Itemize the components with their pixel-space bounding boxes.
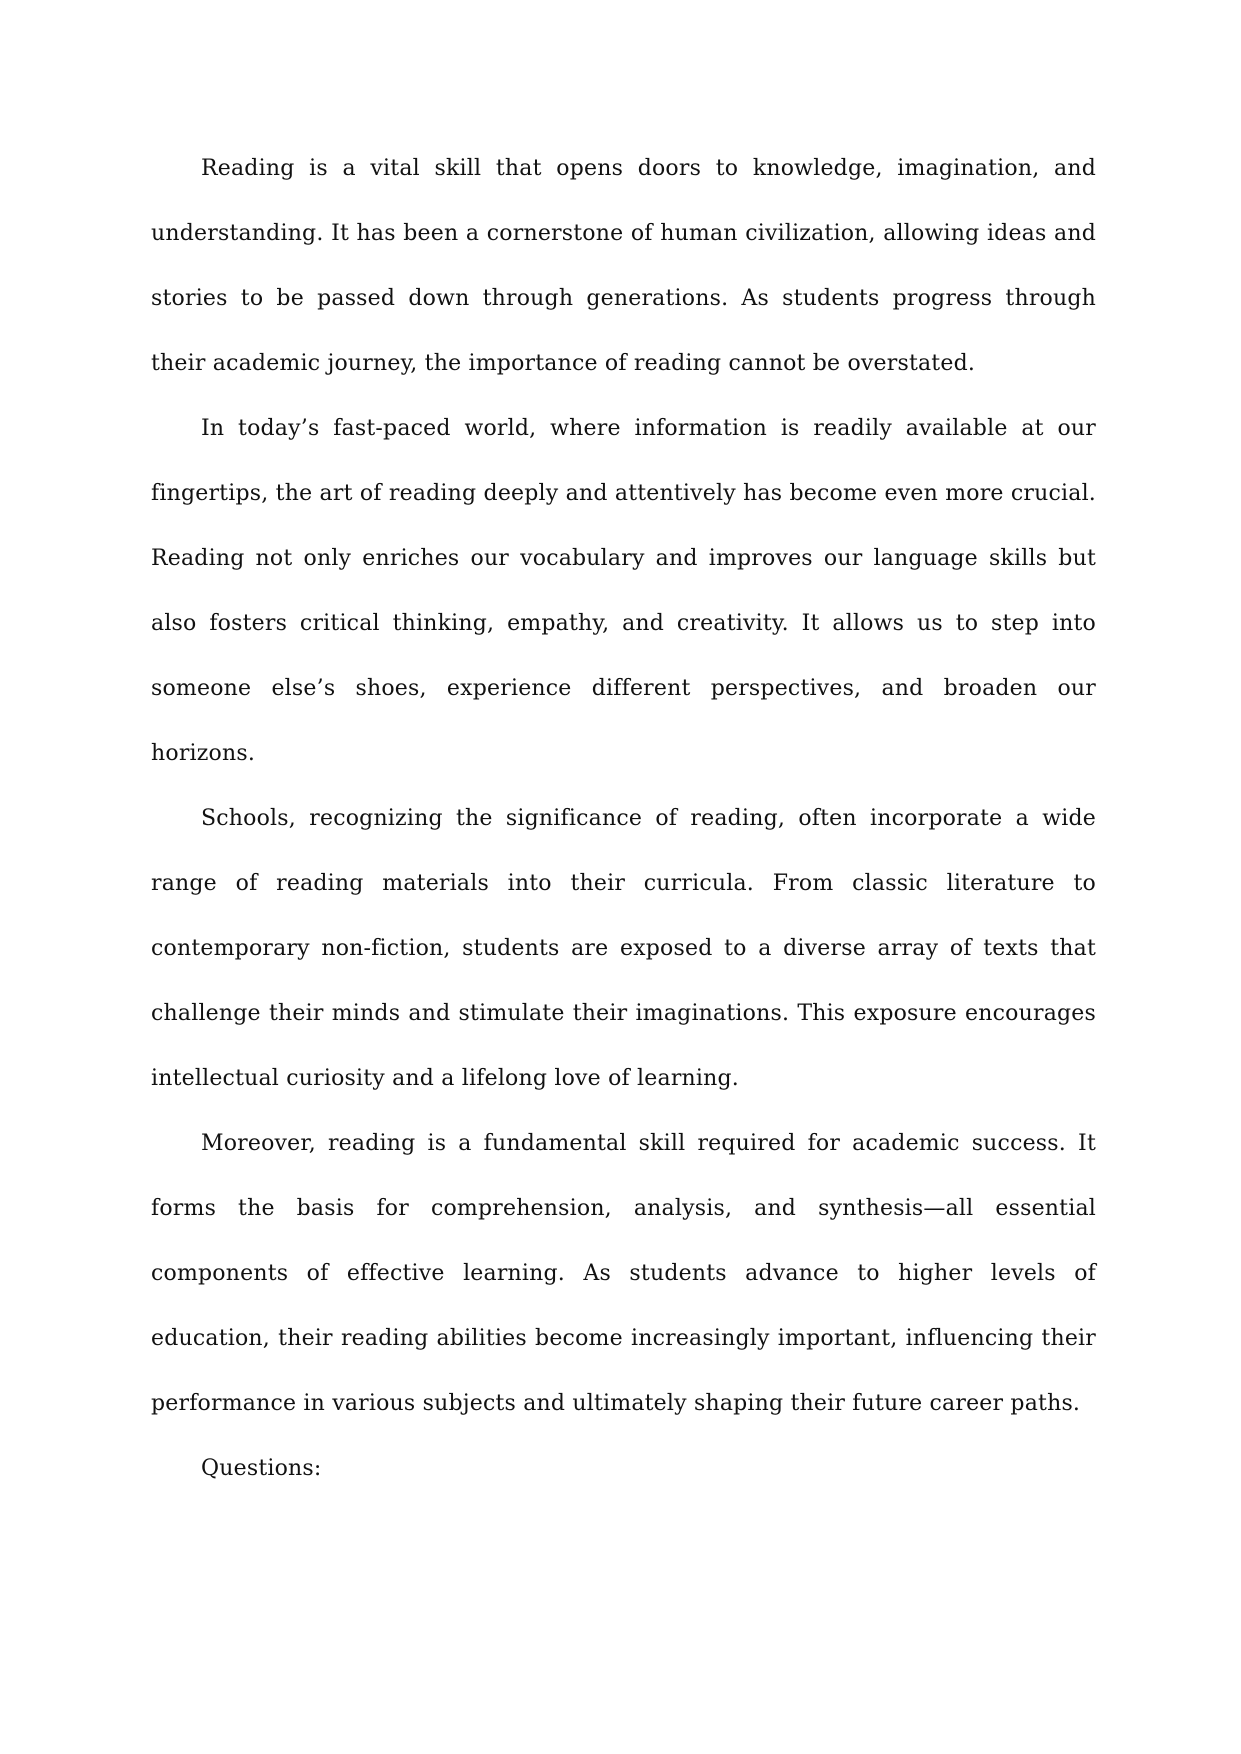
- document-body: [151, 136, 1096, 1501]
- questions-heading: Questions:: [201, 1456, 322, 1481]
- paragraph-schools: Schools, recognizing the significance of reading, often incorporate a wide range of reading materials into their curricula. From classic literature to contemporary non-fiction, students are exposed to a diverse array of texts that challenge their minds and stimulate their imaginations. This exposure encourages intellectual curiosity and a lifelong love of learning.: [151, 806, 1096, 1091]
- paragraph-reading-intro: Reading is a vital skill that opens doors to knowledge, imagination, and understanding. It has been a cornerstone of human civilization, allowing ideas and stories to be passed down through generations. As students progress through their academic journey, the importance of reading cannot be overstated.: [151, 156, 1096, 376]
- paragraph-academic-success: Moreover, reading is a fundamental skill required for academic success. It forms the basis for comprehension, analysis, and synthesis—all essential components of effective learning. As students advance to higher levels of education, their reading abilities become increasingly important, influencing their performance in various subjects and ultimately shaping their future career paths.: [151, 1131, 1096, 1416]
- paragraph-modern-world: In today’s fast-paced world, where information is readily available at our fingertips, the art of reading deeply and attentively has become even more crucial. Reading not only enriches our vocabulary and improves our language skills but also fosters critical thinking, empathy, and creativity. It allows us to step into someone else’s shoes, experience different perspectives, and broaden our horizons.: [151, 416, 1096, 766]
